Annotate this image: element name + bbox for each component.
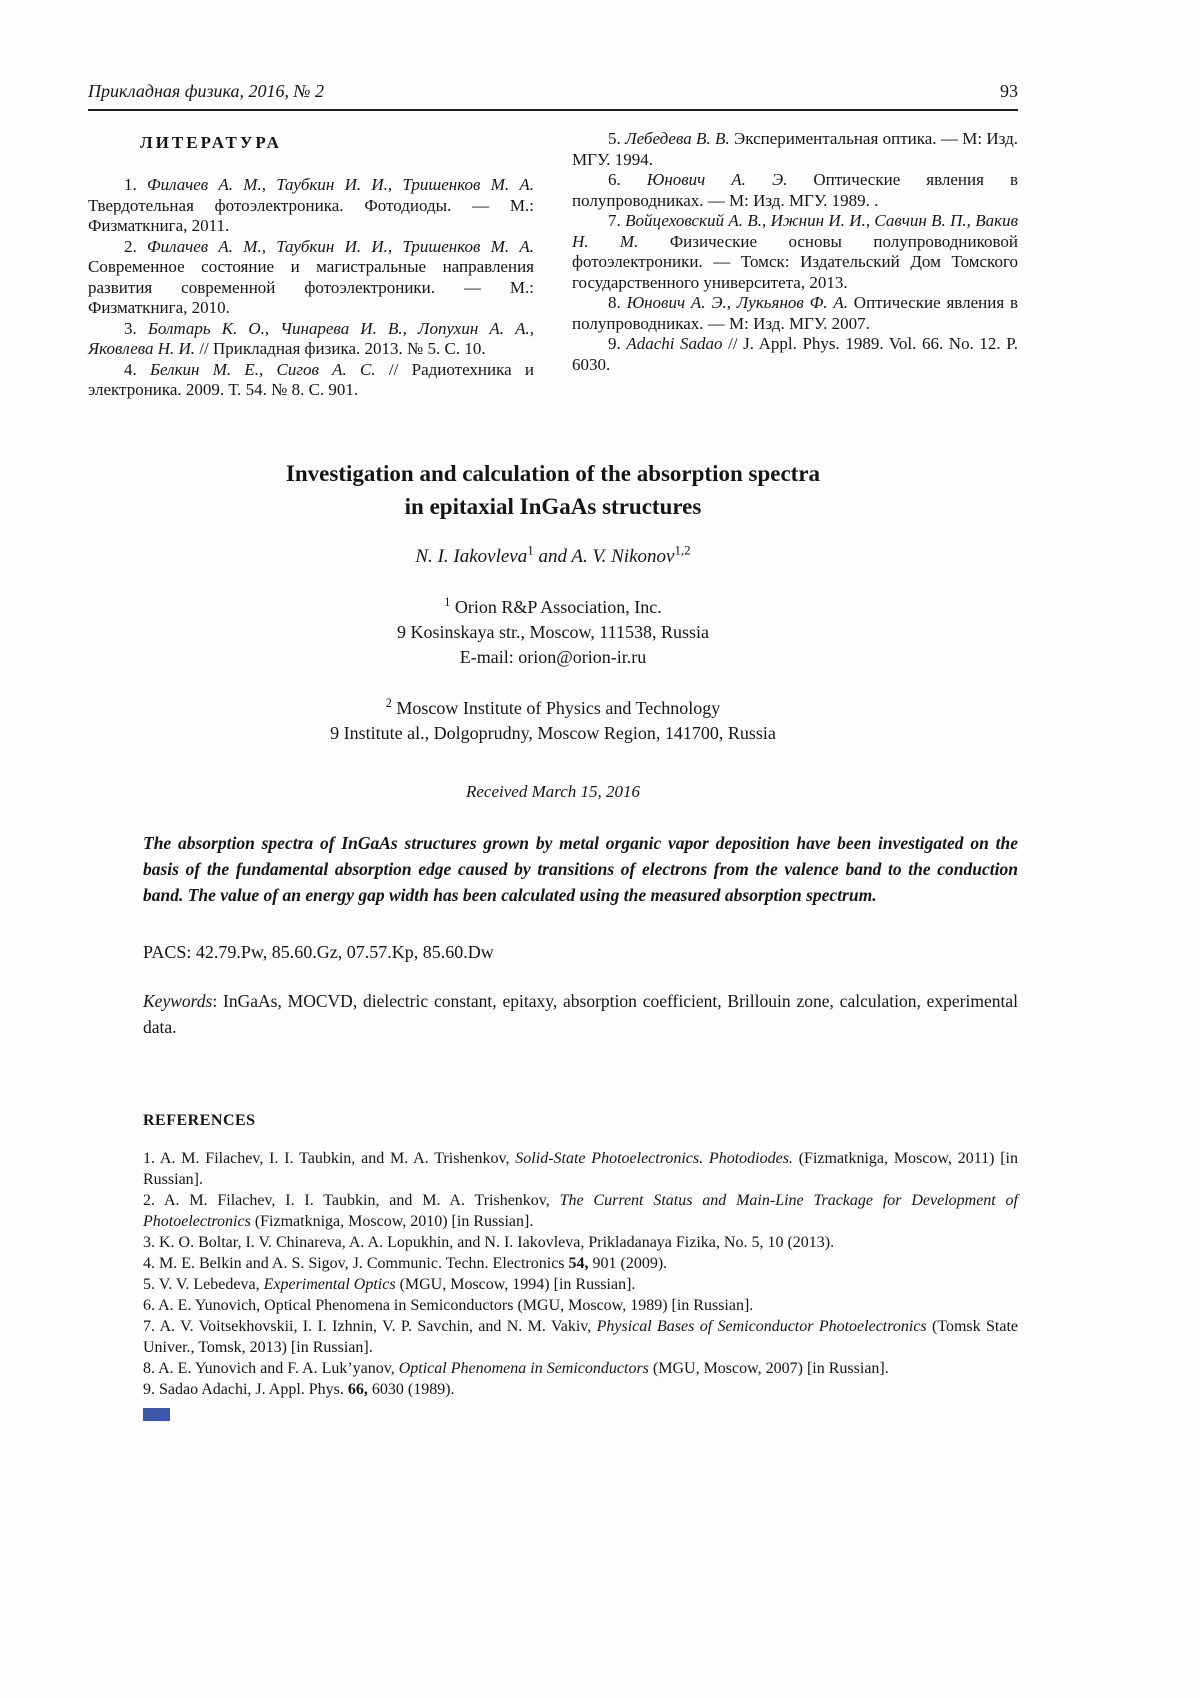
literature-item: 4. Белкин М. Е., Сигов А. С. // Радиотехника и электроника. 2009. Т. 54. № 8. С. 901.	[88, 359, 535, 399]
reference-item: 9. Sadao Adachi, J. Appl. Phys. 66, 6030 (1989).	[143, 1380, 455, 1398]
reference-item: 7. A. V. Voitsekhovskii, I. I. Izhnin, V. P. Savchin, and N. M. Vakiv, Physical Bases of Semiconductor Photoelectronics (Tomsk State Univer., Tomsk, 2013) [in Russian].	[143, 1317, 1019, 1356]
affiliation-2	[88, 696, 1018, 746]
affiliation-2-name: $^2$ Moscow Institute of Physics and Technology	[385, 695, 721, 718]
reference-item: 3. K. O. Boltar, I. V. Chinareva, A. A. Lopukhin, and N. I. Iakovleva, Prikladanaya Fizika, No. 5, 10 (2013).	[143, 1233, 835, 1251]
literature-item: 1. Филачев А. М., Таубкин И. И., Тришенков М. А. Твердотельная фотоэлектроника. Фотодиоды. — М.: Физматкнига, 2011.	[88, 175, 534, 235]
literature-item: 7. Войцеховский А. В., Ижнин И. И., Савчин В. П., Вакив Н. М. Физические основы полупроводниковой фотоэлектроники. — Томск: Издательский Дом Томского государственного университета, 2013.	[572, 211, 1018, 292]
affiliation-1-email: E-mail: orion@orion-ir.ru	[459, 646, 647, 667]
literature-item: 3. Болтарь К. О., Чинарева И. В., Лопухин А. А., Яковлева Н. И. // Прикладная физика. 2013. № 5. С. 10.	[88, 318, 534, 358]
literature-item: 6. Юнович А. Э. Оптические явления в полупроводниках. — М: Изд. МГУ. 1989. .	[572, 170, 1018, 210]
reference-item: 2. A. M. Filachev, I. I. Taubkin, and M. A. Trishenkov, The Current Status and Main-Line Trackage for Development of Photoelectronics (Fizmatkniga, Moscow, 2010) [in Russian].	[143, 1191, 1019, 1230]
references-list	[143, 1148, 1018, 1400]
article-title-line-2: in epitaxial InGaAs structures	[404, 493, 702, 519]
literature-left-column	[88, 129, 534, 401]
literature-section	[88, 129, 1018, 401]
article-body	[143, 830, 1018, 1421]
article-title-line-1: Investigation and calculation of the absorption spectra	[285, 460, 821, 486]
abstract-text: The absorption spectra of InGaAs structures grown by metal organic vapor deposition have been investigated on the basis of the fundamental absorption edge caused by transitions of electrons from the valence band to the conduction band. The value of an energy gap width has been calculated using the measured absorption spectrum.	[143, 832, 1018, 905]
reference-item: 8. A. E. Yunovich and F. A. Luk’yanov, Optical Phenomena in Semiconductors (MGU, Moscow, 2007) [in Russian].	[143, 1359, 889, 1377]
pacs-line: PACS: 42.79.Pw, 85.60.Gz, 07.57.Kp, 85.60.Dw	[143, 941, 494, 962]
keywords-line: Keywords: InGaAs, MOCVD, dielectric constant, epitaxy, absorption coefficient, Brillouin zone, calculation, experimental data.	[143, 990, 1018, 1037]
literature-item: 9. Adachi Sadao // J. Appl. Phys. 1989. Vol. 66. No. 12. P. 6030.	[572, 334, 1019, 374]
author-line: N. I. Iakovleva$^1$ and A. V. Nikonov$^{1,2}$	[415, 542, 691, 567]
literature-right-column	[572, 129, 1018, 401]
affiliation-1-name: $^1$ Orion R&P Association, Inc.	[444, 594, 662, 617]
literature-heading: ЛИТЕРАТУРА	[140, 133, 282, 152]
affiliation-2-address: 9 Institute al., Dolgoprudny, Moscow Region, 141700, Russia	[330, 722, 776, 743]
affiliation-1-address: 9 Kosinskaya str., Moscow, 111538, Russia	[397, 621, 709, 642]
literature-item: 5. Лебедева В. В. Экспериментальная оптика. — М: Изд. МГУ. 1994.	[572, 129, 1019, 169]
literature-right-list	[572, 129, 1018, 375]
literature-item: 2. Филачев А. М., Таубкин И. И., Тришенков М. А. Современное состояние и магистральные направления развития современной фотоэлектроники. — М.: Физматкнига, 2010.	[88, 236, 534, 317]
page-header	[88, 80, 1018, 102]
reference-item: 6. A. E. Yunovich, Optical Phenomena in Semiconductors (MGU, Moscow, 1989) [in Russian].	[143, 1296, 754, 1314]
reference-item: 4. M. E. Belkin and A. S. Sigov, J. Communic. Techn. Electronics 54, 901 (2009).	[143, 1254, 668, 1272]
literature-item: 8. Юнович А. Э., Лукьянов Ф. А. Оптические явления в полупроводниках. — М: Изд. МГУ. 2007.	[572, 293, 1019, 333]
journal-header-text: Прикладная физика, 2016, № 2	[88, 81, 324, 101]
reference-item: 5. V. V. Lebedeva, Experimental Optics (MGU, Moscow, 1994) [in Russian].	[143, 1275, 636, 1293]
reference-item: 1. A. M. Filachev, I. I. Taubkin, and M. A. Trishenkov, Solid-State Photoelectronics. Photodiodes. (Fizmatkniga, Moscow, 2011) [in Russian].	[143, 1149, 1019, 1188]
references-heading: REFERENCES	[143, 1111, 256, 1129]
affiliation-1	[88, 595, 1018, 670]
page-number: 93	[1000, 81, 1018, 101]
literature-left-list	[88, 175, 534, 401]
header-rule	[88, 109, 1018, 111]
link-highlight-marker	[143, 1408, 170, 1421]
received-date: Received March 15, 2016	[465, 781, 641, 801]
article-header	[88, 457, 1018, 802]
